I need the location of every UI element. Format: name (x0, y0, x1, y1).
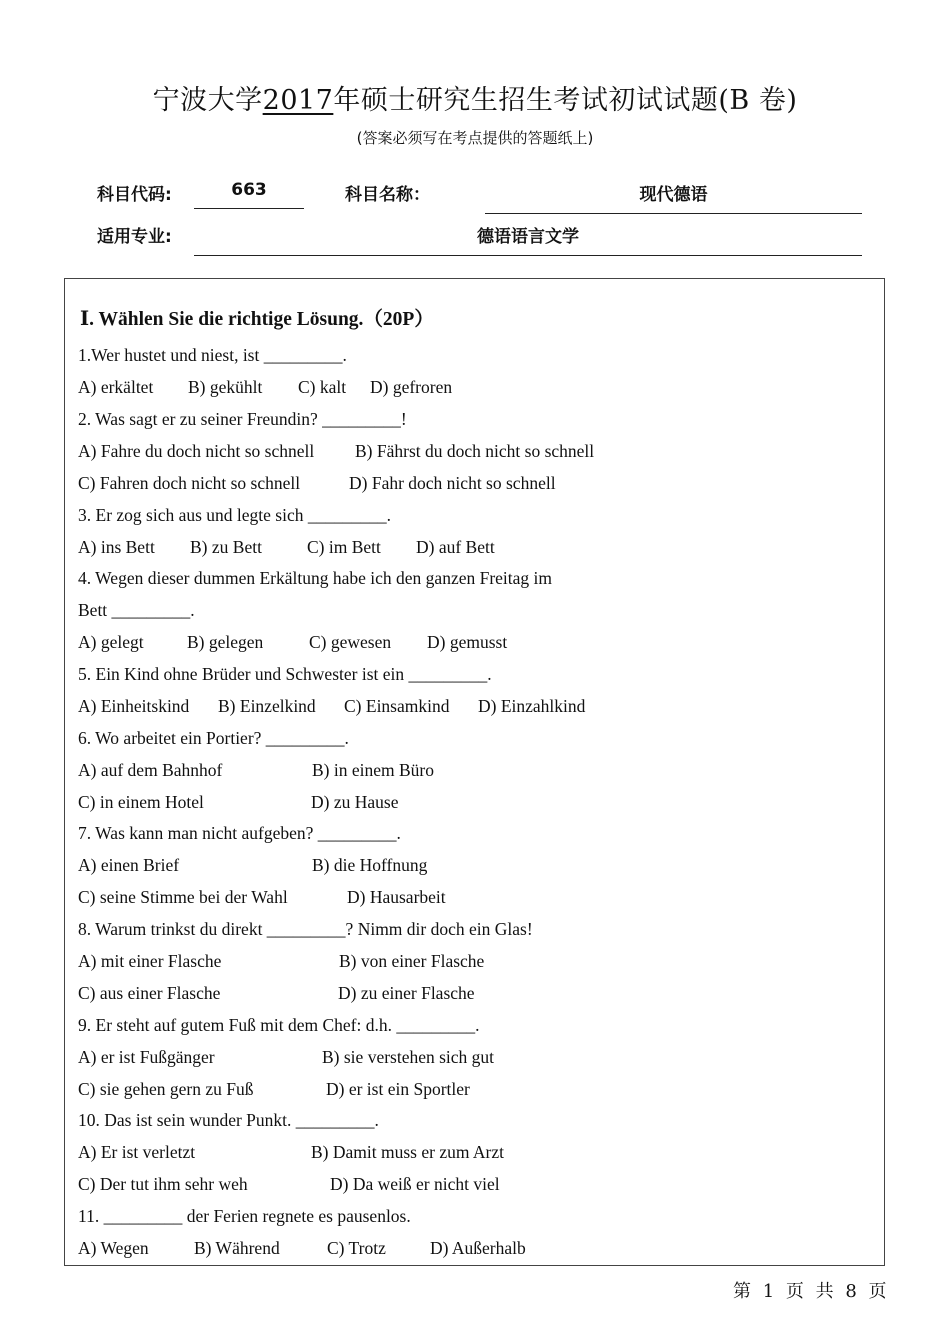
question-6: 6. Wo arbeitet ein Portier? _________. (78, 728, 349, 748)
page-number: 第 1 页 共 8 页 (733, 1281, 887, 1302)
q10-option-d: D) Da weiß er nicht viel (330, 1174, 500, 1194)
q10-option-b: B) Damit muss er zum Arzt (311, 1142, 504, 1162)
subject-code-value: 663 (194, 180, 304, 209)
q10-option-a: A) Er ist verletzt (78, 1142, 196, 1162)
q7-option-d: D) Hausarbeit (347, 887, 446, 907)
question-7: 7. Was kann man nicht aufgeben? _________. (78, 823, 401, 843)
q6-option-b: B) in einem Büro (312, 760, 434, 780)
major-value: 德语语言文学 (194, 222, 862, 256)
q1-option-c: C) kalt (298, 377, 347, 397)
q11-option-b: B) Während (194, 1238, 280, 1258)
q3-option-c: C) im Bett (307, 537, 381, 557)
q1-option-d: D) gefroren (370, 377, 453, 397)
title-rest: 年硕士研究生招生考试初试试题(B 卷) (333, 85, 798, 116)
q1-option-a: A) erkältet (78, 377, 154, 397)
question-2: 2. Was sagt er zu seiner Freundin? _________! (78, 409, 407, 429)
q9-option-d: D) er ist ein Sportler (326, 1079, 470, 1099)
major-label: 适用专业: (97, 227, 172, 247)
q4-option-a: A) gelegt (78, 632, 144, 652)
q4-option-d: D) gemusst (427, 632, 508, 652)
q11-option-a: A) Wegen (78, 1238, 149, 1258)
question-5: 5. Ein Kind ohne Brüder und Schwester ist ein _________. (78, 664, 492, 684)
q10-option-c: C) Der tut ihm sehr weh (78, 1174, 248, 1194)
q11-option-c: C) Trotz (327, 1238, 386, 1258)
q5-option-a: A) Einheitskind (78, 696, 190, 716)
q5-option-b: B) Einzelkind (218, 696, 316, 716)
q2-option-d: D) Fahr doch nicht so schnell (349, 473, 556, 493)
question-4-cont: Bett _________. (78, 600, 195, 620)
exam-instruction: (答案必须写在考点提供的答题纸上) (356, 129, 594, 147)
q9-option-a: A) er ist Fußgänger (78, 1047, 215, 1067)
question-1: 1.Wer hustet und niest, ist _________. (78, 345, 347, 365)
q8-option-b: B) von einer Flasche (339, 951, 485, 971)
subject-name-label: 科目名称： (345, 185, 430, 205)
exam-title (0, 78, 950, 117)
q7-option-a: A) einen Brief (78, 855, 180, 875)
q11-option-d: D) Außerhalb (430, 1238, 526, 1258)
q7-option-c: C) seine Stimme bei der Wahl (78, 887, 288, 907)
q7-option-b: B) die Hoffnung (312, 855, 428, 875)
q4-option-b: B) gelegen (187, 632, 264, 652)
q2-option-c: C) Fahren doch nicht so schnell (78, 473, 301, 493)
q6-option-d: D) zu Hause (311, 792, 399, 812)
question-8: 8. Warum trinkst du direkt _________? Nimm dir doch ein Glas! (78, 919, 533, 939)
q8-option-a: A) mit einer Flasche (78, 951, 222, 971)
q5-option-d: D) Einzahlkind (478, 696, 586, 716)
q3-option-d: D) auf Bett (416, 537, 495, 557)
q8-option-d: D) zu einer Flasche (338, 983, 475, 1003)
q2-option-b: B) Fährst du doch nicht so schnell (355, 441, 595, 461)
q6-option-c: C) in einem Hotel (78, 792, 204, 812)
q4-option-c: C) gewesen (309, 632, 392, 652)
section-title: Ⅰ. Wählen Sie die richtige Lösung.（20P） (80, 309, 434, 330)
q3-option-a: A) ins Bett (78, 537, 155, 557)
q9-option-b: B) sie verstehen sich gut (322, 1047, 495, 1067)
subject-name-value: 现代德语 (485, 180, 862, 214)
q9-option-c: C) sie gehen gern zu Fuß (78, 1079, 254, 1099)
question-3: 3. Er zog sich aus und legte sich _________. (78, 505, 392, 525)
q8-option-c: C) aus einer Flasche (78, 983, 221, 1003)
question-9: 9. Er steht auf gutem Fuß mit dem Chef: d.h. _________. (78, 1015, 480, 1035)
q5-option-c: C) Einsamkind (344, 696, 450, 716)
q1-option-b: B) gekühlt (188, 377, 263, 397)
question-10: 10. Das ist sein wunder Punkt. _________. (78, 1110, 379, 1130)
q2-option-a: A) Fahre du doch nicht so schnell (78, 441, 315, 461)
title-school: 宁波大学 (152, 85, 263, 116)
title-year: 2017 (262, 85, 334, 116)
q3-option-b: B) zu Bett (190, 537, 262, 557)
q6-option-a: A) auf dem Bahnhof (78, 760, 223, 780)
question-11: 11. _________ der Ferien regnete es pausenlos. (78, 1206, 411, 1226)
subject-code-label: 科目代码: (97, 185, 172, 205)
question-4: 4. Wegen dieser dummen Erkältung habe ich den ganzen Freitag im (78, 568, 553, 588)
